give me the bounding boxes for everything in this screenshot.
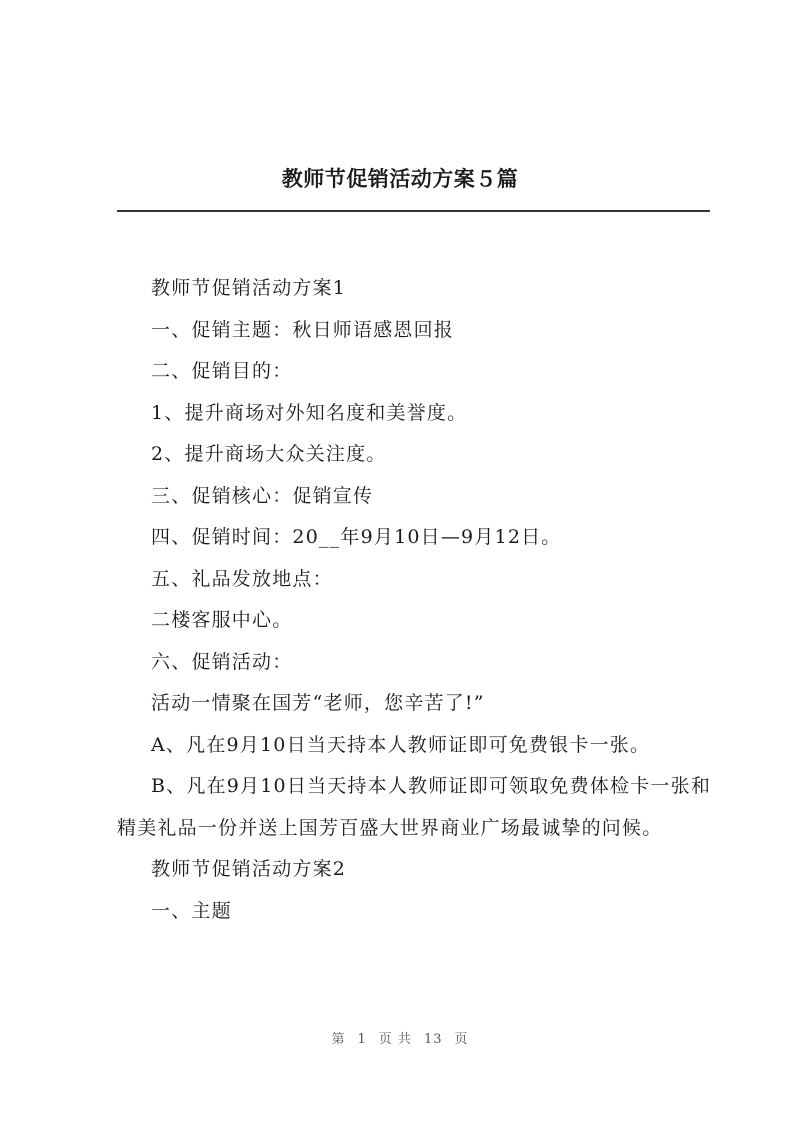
paragraph-purpose: 二、促销目的： (151, 360, 293, 382)
paragraph-gift-location: 五、礼品发放地点： (151, 567, 333, 590)
document-title: 教师节促销活动方案５篇 (281, 166, 519, 191)
footer-prefix: 第 (331, 1032, 346, 1047)
paragraph-purpose-2: 2、提升商场大众关注度。 (151, 443, 387, 465)
paragraph-purpose-1: 1、提升商场对外知名度和美誉度。 (151, 401, 468, 424)
paragraph-activity-one: 活动一情聚在国芳“老师，您辛苦了!” (151, 692, 485, 714)
paragraph-plan-1-heading: 教师节促销活动方案1 (151, 277, 347, 299)
paragraph-theme: 一、促销主题：秋日师语感恩回报 (151, 318, 455, 341)
page-footer (0, 1030, 800, 1050)
footer-middle: 页 共 (378, 1032, 412, 1047)
title-divider (117, 210, 710, 212)
footer-suffix: 页 (454, 1032, 469, 1047)
document-body (117, 268, 712, 932)
footer-total-pages: 13 (423, 1032, 443, 1047)
paragraph-plan-2-heading: 教师节促销活动方案2 (151, 858, 347, 880)
paragraph-item-a: A、凡在9月10日当天持本人教师证即可免费银卡一张。 (151, 733, 651, 756)
paragraph-time: 四、促销时间：20__年9月10日—9月12日。 (151, 526, 562, 548)
paragraph-item-b: B、凡在9月10日当天持本人教师证即可领取免费体检卡一张和精美礼品一份并送上国芳百盛大世界商业广场最诚挚的问候。 (117, 775, 712, 839)
paragraph-activities: 六、促销活动： (151, 650, 293, 673)
paragraph-plan-2-theme: 一、主题 (151, 899, 232, 922)
paragraph-core: 三、促销核心：促销宣传 (151, 484, 374, 507)
paragraph-service-center: 二楼客服中心。 (151, 609, 293, 631)
footer-page-number: 1 (357, 1032, 367, 1047)
